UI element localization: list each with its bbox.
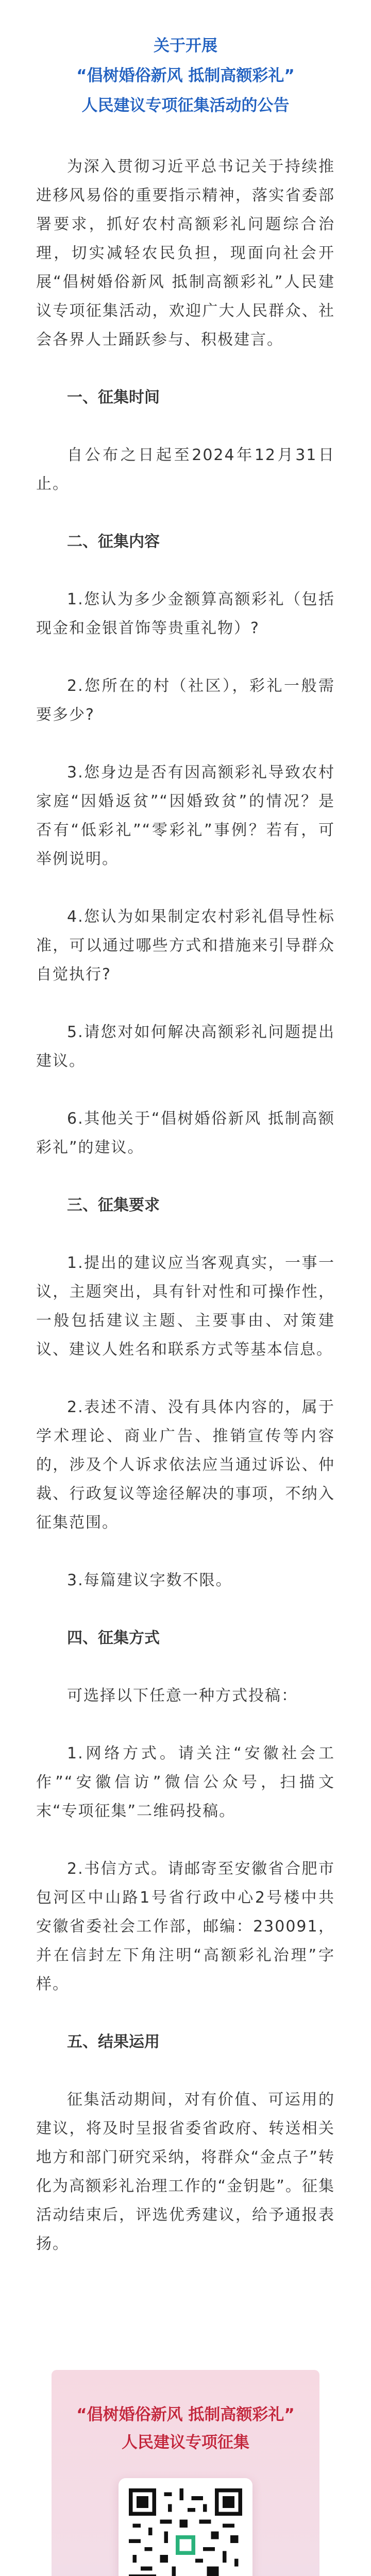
section-heading-requirements: 三、征集要求 xyxy=(67,1196,160,1214)
collection-period-text: 自公布之日起至2024年12月31日止。 xyxy=(36,446,335,493)
section-heading-results: 五、结果运用 xyxy=(67,2033,160,2051)
content-item-3: 3.您身边是否有因高额彩礼导致农村家庭“因婚返贫”“因婚致贫”的情况？是否有“低彩礼”“零彩礼”事例？若有，可举例说明。 xyxy=(36,764,335,868)
method-item-online: 1.网络方式。请关注“安徽社会工作”“安徽信访”微信公众号，扫描文末“专项征集”二维码投稿。 xyxy=(36,1744,335,1820)
notice-title xyxy=(36,31,335,121)
requirement-item-2: 2.表述不清、没有具体内容的，属于学术理论、商业广告、推销宣传等内容的，涉及个人诉求依法应当通过诉讼、仲裁、行政复议等途径解决的事项，不纳入征集范围。 xyxy=(36,1398,335,1532)
content-item-4: 4.您认为如果制定农村彩礼倡导性标准，可以通过哪些方式和措施来引导群众自觉执行? xyxy=(36,908,335,984)
requirement-item-1: 1.提出的建议应当客观真实，一事一议，主题突出，具有针对性和可操作性，一般包括建议主题、主要事由、对策建议、建议人姓名和联系方式等基本信息。 xyxy=(36,1254,335,1359)
intro-paragraph: 为深入贯彻习近平总书记关于持续推进移风易俗的重要指示精神，落实省委部署要求，抓好农村高额彩礼问题综合治理，切实减轻农民负担，现面向社会开展“倡树婚俗新风 抵制高额彩礼”人民建议专项征集活动，欢迎广大人民群众、社会各界人士踊跃参与、积极建言。 xyxy=(36,158,335,349)
section-heading-time: 一、征集时间 xyxy=(67,388,160,406)
poster-title xyxy=(52,2401,319,2456)
collection-poster xyxy=(52,2370,319,2576)
results-text: 征集活动期间，对有价值、可运用的建议，将及时呈报省委省政府、转送相关地方和部门研究采纳，将群众“金点子”转化为高额彩礼治理工作的“金钥匙”。征集活动结束后，评选优秀建议，给予通报表扬。 xyxy=(36,2091,335,2253)
title-line-3: 人民建议专项征集活动的公告 xyxy=(81,96,290,115)
title-line-2: “倡树婚俗新风 抵制高额彩礼” xyxy=(76,66,295,85)
content-item-5: 5.请您对如何解决高额彩礼问题提出建议。 xyxy=(36,1023,335,1070)
title-line-1: 关于开展 xyxy=(154,37,217,55)
poster-title-line-2: 人民建议专项征集 xyxy=(122,2433,249,2452)
requirement-item-3: 3.每篇建议字数不限。 xyxy=(67,1571,232,1589)
section-heading-content: 二、征集内容 xyxy=(67,533,160,551)
qr-code-card[interactable] xyxy=(119,2478,252,2576)
content-item-2: 2.您所在的村（社区），彩礼一般需要多少? xyxy=(36,677,335,724)
method-item-mail: 2.书信方式。请邮寄至安徽省合肥市包河区中山路1号省行政中心2号楼中共安徽省委社会工作部，邮编：230091，并在信封左下角注明“高额彩礼治理”字样。 xyxy=(36,1860,335,1993)
content-item-6: 6.其他关于“倡树婚俗新风 抵制高额彩礼”的建议。 xyxy=(36,1110,335,1157)
content-item-1: 1.您认为多少金额算高额彩礼（包括现金和金银首饰等贵重礼物）? xyxy=(36,590,335,637)
qr-code-image[interactable] xyxy=(129,2488,242,2576)
methods-lead: 可选择以下任意一种方式投稿： xyxy=(67,1687,298,1705)
section-heading-methods: 四、征集方式 xyxy=(67,1629,160,1647)
poster-title-line-1: “倡树婚俗新风 抵制高额彩礼” xyxy=(76,2405,295,2424)
